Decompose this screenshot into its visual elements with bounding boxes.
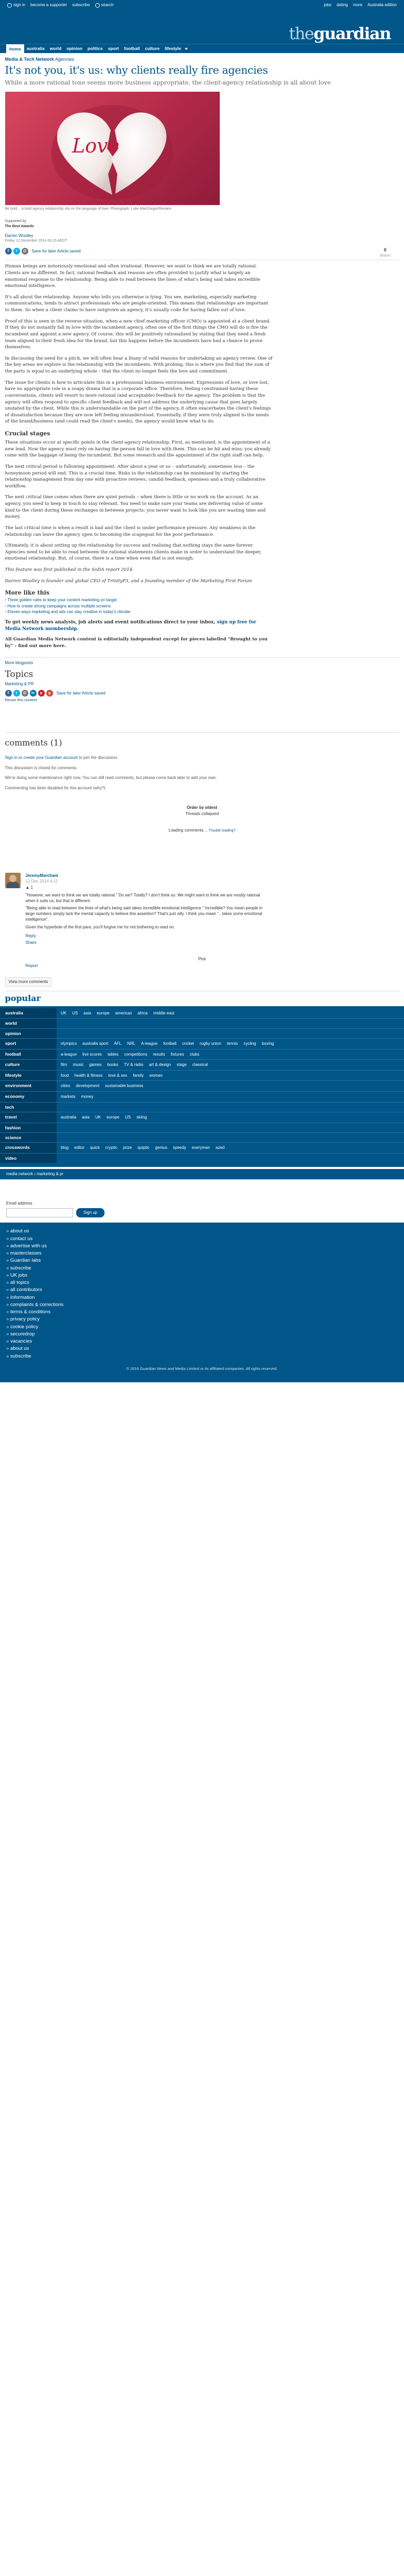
paragraph: The next critical time comes when there are quiet periods – when there is little or no work on the account. As an agency, you need to keep in touch to stay relevant. You need to make sure your teams are delivering value of some kind to the client during these exchanges in between projects; you never want to look like you are wasting time and money. xyxy=(5,495,266,520)
footer-nav-subitems xyxy=(57,1071,404,1081)
more-link[interactable]: more xyxy=(353,3,363,8)
related-link[interactable]: • Three golden rules to keep your content marketing on target xyxy=(5,597,399,603)
footer-nav-link[interactable]: quiptic xyxy=(137,1145,150,1150)
footer-nav-link[interactable]: cryptic xyxy=(105,1145,117,1150)
footer-nav-subitems xyxy=(57,1143,404,1153)
first-published-note: This feature was first published in the SoDA report 2014. xyxy=(5,567,134,573)
footer-nav-subitems xyxy=(57,1039,404,1049)
footer-nav-link[interactable]: olympics xyxy=(61,1041,77,1046)
footer-nav-section[interactable]: lifestyle xyxy=(0,1071,57,1081)
footer-link[interactable]: » securedrop xyxy=(6,1331,398,1338)
comment-paragraph: Given the hyperbole of the first para, you'll forgive me for not bothering to read on. xyxy=(25,924,175,929)
footer-nav-link[interactable]: azed xyxy=(215,1145,225,1150)
paragraph: Proof of this is seen in the reverse situation, when a new chief marketing officer (CMO) is appointed at a client brand. If they do not instantly fall in love with the incumbent agency, often one of the first things the CMO will do is fire the incumbent and appoint a new agency. Of course, this will be positively rationalised by stating that they need a fresh team aligned to their fresh idea for the brand, but this happens before the incumbents have had a chance to prove themselves. xyxy=(5,318,271,350)
topics-heading: Topics xyxy=(5,669,33,680)
sign-up-button[interactable]: Sign up xyxy=(76,1208,104,1217)
footer-nav-link[interactable]: UK xyxy=(95,1114,101,1120)
email-share-icon[interactable]: @ xyxy=(22,690,28,697)
footer-nav-section[interactable]: travel xyxy=(0,1112,57,1123)
sponsor-name[interactable]: The Best Awards xyxy=(5,225,34,229)
paragraph: Ultimately, it is about setting up the relationship for success and realising that nothing stays the same forever. Agencies need to be able to read between the rational statements clients make in order to understand the deeper, emotional relationship. But, of course, there is a time when even that is not enough. xyxy=(5,543,261,562)
footer-nav-link[interactable]: tennis xyxy=(226,1041,238,1046)
footer-nav-link[interactable]: film xyxy=(61,1062,67,1067)
footer-nav-link[interactable]: middle east xyxy=(153,1010,174,1015)
footer-nav-link[interactable]: stage xyxy=(177,1062,187,1067)
footer-nav-row xyxy=(0,1070,404,1081)
footer-nav-link[interactable]: development xyxy=(76,1083,100,1089)
footer-nav-link[interactable]: australia sport xyxy=(82,1041,109,1046)
footer-nav-subitems xyxy=(57,1060,404,1070)
section-agencies[interactable]: Agencies xyxy=(55,57,74,62)
footer-nav-link[interactable]: skiing xyxy=(136,1114,147,1120)
twitter-share-icon[interactable]: t xyxy=(13,248,20,255)
subscribe-link[interactable] xyxy=(72,2,90,8)
footer-nav-link[interactable]: boxing xyxy=(261,1041,274,1046)
order-by-selector[interactable]: Order by oldest xyxy=(186,805,218,810)
share-bar xyxy=(5,247,399,258)
footer-nav-section[interactable]: football xyxy=(0,1049,57,1060)
footer-nav-row xyxy=(0,1132,404,1142)
footer-nav-link[interactable]: asia xyxy=(82,1114,90,1120)
sign-in-label: sign in xyxy=(13,3,26,8)
footer-nav-row xyxy=(0,1038,404,1049)
footer-nav-link[interactable]: tables xyxy=(107,1052,119,1057)
footer-nav-link[interactable]: australia xyxy=(61,1114,77,1120)
nav-opinion[interactable]: opinion xyxy=(66,46,82,52)
editorial-disclaimer: All Guardian Media Network content is editorially independent except for pieces labelled "Brought to you by" – find out more here. xyxy=(5,637,268,649)
footer-nav-row xyxy=(0,1008,404,1019)
breadcrumb-item[interactable]: media network xyxy=(6,1172,33,1177)
footer-nav-link[interactable]: sustainable business xyxy=(105,1083,144,1089)
article-standfirst: While a more rational tone seems more business appropriate, the client-agency relationship is all about love xyxy=(5,79,331,87)
section-tags xyxy=(5,53,399,63)
footer-nav-subitems xyxy=(57,1092,404,1102)
masthead xyxy=(0,10,404,44)
footer-link[interactable]: » Information xyxy=(6,1294,398,1301)
footer-link[interactable]: » privacy policy xyxy=(6,1316,398,1323)
footer-nav-link[interactable]: cycling xyxy=(243,1041,256,1046)
footer-nav-section[interactable]: sport xyxy=(0,1039,57,1049)
footer-nav-row xyxy=(0,1102,404,1112)
footer-nav-link[interactable]: NRL xyxy=(127,1041,136,1046)
footer-nav-link[interactable]: A-league xyxy=(141,1041,158,1046)
image-caption: Be bold… A bold agency relationship sits on the language of love. Photograph: Luke MacGregor/Reuters xyxy=(5,207,172,211)
footer-nav-link[interactable]: games xyxy=(89,1062,102,1067)
comment-body xyxy=(26,892,268,930)
footer-nav-link[interactable]: quick xyxy=(90,1145,100,1150)
pick-link[interactable]: Pick xyxy=(198,956,206,961)
paragraph: In discussing the need for a pitch, we will often hear a litany of valid reasons for undertaking an agency review. One of the key areas we explore is the relationship with the incumbents. With probing, this is where you find that the sum of the parts is equal to an underlying whole – that the client no longer feels the love and commitment. xyxy=(5,355,273,375)
footer-nav-subitems xyxy=(57,1112,404,1123)
nav-lifestyle[interactable]: lifestyle xyxy=(165,46,181,52)
footer-nav-link[interactable]: blog xyxy=(61,1145,69,1150)
loading-comments xyxy=(5,827,399,834)
footer-nav-link[interactable]: results xyxy=(153,1052,165,1057)
comment-paragraph: "However, we want to think we are totally rational." Do we? Totally? I don't think so. We might want to think we are mostly rational when it suits us, but that is different. xyxy=(25,892,260,903)
discussion-closed: This discussion is closed for comments. xyxy=(5,765,78,770)
paragraph: Human beings are notoriously emotional and often irrational. However, we want to think we are totally rational. Clients are no different. In fact, rational feedback and reasons are often provided to justify what is largely an emotional response to the relationship. Being able to read between the lines of what's being said takes incredible emotional intelligence. xyxy=(5,264,260,289)
footer-nav-link[interactable]: editor xyxy=(74,1145,85,1150)
footer-nav-row xyxy=(0,1142,404,1153)
breadcrumb-item[interactable]: marketing & pr xyxy=(37,1172,64,1177)
create-account-link[interactable]: create your Guardian account xyxy=(23,755,78,760)
search-label: search xyxy=(101,3,114,8)
nav-politics[interactable]: politics xyxy=(87,46,103,52)
save-for-later-link[interactable]: Save for later Article saved xyxy=(56,690,106,696)
signin-suffix: to join the discussion. xyxy=(79,755,118,760)
nav-home[interactable]: home xyxy=(6,44,24,54)
dating-link[interactable]: dating xyxy=(337,3,348,8)
footer-nav-link[interactable]: africa xyxy=(137,1010,148,1015)
footer-nav-section[interactable]: video xyxy=(0,1154,57,1163)
footer-links xyxy=(0,1223,404,1363)
paragraph: It's all about the relationship. Anyone who tells you otherwise is lying. You see, marketing, especially marketing communications, tends to attract professionals who are people-oriented. This means that relationships are important to them. So when a client claims to have outgrown an agency, it's usually code for having fallen out of love. xyxy=(5,294,269,313)
more-like-this xyxy=(5,589,399,615)
footer-nav-link[interactable]: cricket xyxy=(182,1041,195,1046)
footer-link[interactable]: » all contributors xyxy=(6,1286,398,1294)
footer-nav-section[interactable]: science xyxy=(0,1133,57,1142)
footer-nav-link[interactable]: fixtures xyxy=(170,1052,184,1057)
footer-nav-section[interactable]: world xyxy=(0,1019,57,1028)
broken-heart-illustration xyxy=(5,92,220,205)
trouble-loading-link[interactable]: Trouble loading? xyxy=(208,828,236,833)
footer-nav-link[interactable]: prize xyxy=(122,1145,132,1150)
topic-link[interactable]: Marketing & PR xyxy=(5,681,34,686)
footer-nav-subitems xyxy=(57,1154,404,1163)
footer-nav-row xyxy=(0,1112,404,1123)
nav-more-caret-icon[interactable] xyxy=(185,48,188,50)
footer-nav-link[interactable]: rugby union xyxy=(200,1041,221,1046)
avatar[interactable] xyxy=(5,873,21,888)
footer-nav-link[interactable]: AFL xyxy=(114,1041,122,1046)
newsletter-text: To get weekly news analysis, job alerts and event notifications direct to your inbox, xyxy=(5,619,216,625)
footer-nav-link[interactable]: TV & radio xyxy=(124,1062,144,1067)
footer-nav-link[interactable]: football xyxy=(163,1041,177,1046)
linkedin-share-icon[interactable]: in xyxy=(30,690,37,697)
footer-nav-subitems xyxy=(57,1049,404,1060)
commenting-disabled: Commenting has been disabled for this account (why?) xyxy=(5,786,106,791)
pinterest-share-icon[interactable]: p xyxy=(38,690,45,697)
content-wrapper xyxy=(5,53,399,1382)
footer-link[interactable]: » all topics xyxy=(6,1279,398,1286)
footer-nav-row xyxy=(0,1091,404,1102)
footer-nav-link[interactable]: US xyxy=(72,1010,78,1015)
sign-in-link[interactable] xyxy=(7,2,25,8)
footer-nav-section[interactable]: economy xyxy=(0,1092,57,1102)
hero-love-text: Love xyxy=(72,134,119,158)
comment-likes[interactable] xyxy=(26,885,268,891)
article-headline: It's not you, it's us: why clients really fire agencies xyxy=(5,64,268,77)
footer-link[interactable]: » subscribe xyxy=(6,1265,398,1272)
footer-link[interactable]: » about us xyxy=(6,1228,398,1235)
hero-image xyxy=(5,92,220,205)
report-link[interactable]: Report xyxy=(25,963,38,969)
footer-link[interactable]: » vacancies xyxy=(6,1338,398,1345)
save-for-later-link[interactable]: Save for later Article saved xyxy=(31,249,81,254)
threads-selector[interactable]: Threads collapsed xyxy=(185,811,219,816)
bottom-share-bar xyxy=(5,690,399,697)
become-supporter-link[interactable] xyxy=(30,2,67,8)
footer-section-nav xyxy=(0,1006,404,1167)
footer-nav-link[interactable]: europe xyxy=(96,1010,110,1015)
footer-nav-link[interactable]: art & design xyxy=(149,1062,171,1067)
footer-link[interactable]: » complaints & corrections xyxy=(6,1301,398,1309)
footer-link[interactable]: » subscribe xyxy=(6,1353,398,1360)
footer-nav-link[interactable]: competitions xyxy=(124,1052,148,1057)
bottom-breadcrumb: media network › marketing & pr xyxy=(0,1169,404,1179)
reuse-content-link[interactable]: Reuse this content xyxy=(5,698,37,703)
section-media-network[interactable]: Media & Tech Network xyxy=(5,57,54,62)
footer-nav-section[interactable]: crosswords xyxy=(0,1143,57,1153)
search-link[interactable] xyxy=(95,2,114,8)
popular-heading: popular xyxy=(5,991,399,1004)
author-link[interactable]: Darren Woolley xyxy=(5,233,33,238)
footer-link[interactable]: » masterclasses xyxy=(6,1250,398,1257)
comments-heading: comments (1) xyxy=(5,738,62,748)
article-body xyxy=(5,260,399,584)
footer-nav-link[interactable]: clubs xyxy=(189,1052,200,1057)
nav-australia[interactable]: australia xyxy=(26,46,45,52)
guardian-logo[interactable]: theguardian xyxy=(289,24,391,43)
footer-nav-section[interactable]: fashion xyxy=(0,1123,57,1132)
footer-nav-subitems xyxy=(57,1133,404,1142)
facebook-share-icon[interactable]: f xyxy=(5,248,12,255)
footer-link[interactable]: » about us xyxy=(6,1345,398,1352)
footer-nav-link[interactable]: live scores xyxy=(82,1052,102,1057)
become-supporter-label: become a supporter xyxy=(30,3,67,8)
footer-nav-row xyxy=(0,1018,404,1028)
footer-nav-row xyxy=(0,1080,404,1091)
signin-prompt xyxy=(5,755,399,761)
footer-link[interactable]: » UK jobs xyxy=(6,1272,398,1279)
footer-nav-link[interactable]: a-league xyxy=(61,1052,77,1057)
view-more-comments-button[interactable]: View more comments xyxy=(5,977,52,987)
user-icon xyxy=(7,3,12,8)
footer-nav-subitems xyxy=(57,1123,404,1132)
comment-ordering xyxy=(5,805,399,817)
footer-nav-link[interactable]: money xyxy=(81,1094,94,1099)
footer-link[interactable]: » contact us xyxy=(6,1235,398,1243)
email-share-icon[interactable]: @ xyxy=(22,248,28,255)
edition-selector[interactable]: Australia edition xyxy=(367,3,397,8)
share-link[interactable]: Share xyxy=(25,940,37,945)
share-count-label: Shares xyxy=(379,254,391,258)
footer-nav-link[interactable]: europe xyxy=(107,1114,119,1120)
footer-nav-link[interactable]: cities xyxy=(61,1083,71,1089)
paragraph: The next critical period is following appointment. After about a year or so – unfortunately, sometimes less – the honeymoon period will end. This is a crucial time. Risks to the relationship can be minimised by starting the relationship management from day one with proactive reviews, candid feedback, openness and a truly collaborative workflow. xyxy=(5,464,266,489)
footer-nav-link[interactable]: love & sex xyxy=(108,1073,128,1078)
footer-nav-link[interactable]: music xyxy=(73,1062,84,1067)
share-count-number: 0 xyxy=(383,247,387,253)
googleplus-share-icon[interactable]: g xyxy=(46,690,53,697)
copyright: © 2016 Guardian News and Media Limited or its affiliated companies. All rights reserved. xyxy=(0,1363,404,1382)
footer-nav-link[interactable]: family xyxy=(133,1073,144,1078)
footer-nav-row xyxy=(0,1028,404,1038)
footer-nav-row xyxy=(0,1049,404,1060)
reply-link[interactable]: Reply xyxy=(25,933,36,938)
footer-nav-link[interactable]: health & fitness xyxy=(74,1073,103,1078)
comment-actions xyxy=(26,933,268,946)
related-link[interactable]: • Eleven ways marketing and ads can stay creative in today's climate xyxy=(5,609,399,615)
footer-nav-subitems xyxy=(57,1008,404,1019)
loading-text: Loading comments… xyxy=(168,827,208,833)
maintenance-notice: We're doing some maintenance right now. You can still read comments, but please come back later to add your own. xyxy=(5,775,217,781)
footer-link[interactable]: » terms & conditions xyxy=(6,1309,398,1316)
footer-nav-subitems xyxy=(57,1103,404,1112)
nav-culture[interactable]: culture xyxy=(145,46,160,52)
footer-nav-link[interactable]: everyman xyxy=(191,1145,210,1150)
footer-nav-row xyxy=(0,1059,404,1070)
more-like-this-heading: More like this xyxy=(5,589,49,597)
comment-author[interactable]: JeremyMarchant xyxy=(25,873,59,878)
top-bar xyxy=(0,0,404,10)
footer-nav-section[interactable]: australia xyxy=(0,1008,57,1019)
email-signup xyxy=(0,1179,404,1223)
supported-by-label: Supported by xyxy=(5,219,27,224)
footer-nav-link[interactable]: food xyxy=(61,1073,69,1078)
facebook-share-icon[interactable]: f xyxy=(5,690,12,697)
paragraph: These situations occur at specific points in the client-agency relationship. First, as mentioned, is the appointment of a new lead. Now the agency must rely on having the person fall in love with them. This can be hit and miss; you already come with the baggage of being the incumbent. But some research and the appointment of the right staff can help. xyxy=(5,440,271,459)
sign-in-link[interactable]: Sign in or xyxy=(5,755,23,760)
thumbs-up-icon: ▲ xyxy=(25,885,30,890)
related-link[interactable]: • How to create strong campaigns across multiple screens xyxy=(5,603,399,609)
supported-by xyxy=(5,219,399,229)
publish-date: Friday 12 December 2014 03.15 AEDT xyxy=(5,239,67,243)
nav-world[interactable]: world xyxy=(49,46,62,52)
footer-nav-link[interactable]: genius xyxy=(155,1145,167,1150)
paragraph: The issue for clients is how to articulate this in a professional business environment. Expressions of love, or love lost, have no appropriate role in a soapy drama that is a corporate office. Therefore, feeling constrained having these conversations, clients will resort to more rational (and acceptable) feedback for the agency. The problem is that the agency will often respond to specific client feedback and will not address the underlying cause that goes largely unstated by the client. While this is understandable on the part of the agency, it often exacerbates the client's feelings of dissatisfaction because they are now left feeling misunderstood. Essentially, if they were truly aligned to the needs of the brand/business (and could read the client's needs), the agency would know what to do. xyxy=(5,380,271,425)
footer-nav-link[interactable]: speedy xyxy=(173,1145,186,1150)
footer-nav-row xyxy=(0,1153,404,1163)
footer-nav-link[interactable]: classical xyxy=(192,1062,208,1067)
subheading-crucial-stages: Crucial stages xyxy=(5,430,50,437)
footer-nav-row xyxy=(0,1123,404,1132)
footer-nav-link[interactable]: books xyxy=(107,1062,118,1067)
footer-nav-link[interactable]: markets xyxy=(61,1094,76,1099)
share-count xyxy=(379,247,391,259)
email-input[interactable] xyxy=(6,1208,73,1217)
footer-nav-subitems xyxy=(57,1029,404,1038)
footer-nav-subitems xyxy=(57,1081,404,1091)
nav-football[interactable]: football xyxy=(124,46,140,52)
nav-sport[interactable]: sport xyxy=(108,46,119,52)
topics-section xyxy=(5,668,399,687)
newsletter-signup-link[interactable]: sign up free for Media Network membership. xyxy=(5,619,256,632)
footer-nav-subitems xyxy=(57,1019,404,1028)
footer-link[interactable]: » advertise with us xyxy=(6,1243,398,1250)
twitter-share-icon[interactable]: t xyxy=(13,690,20,697)
newsletter-promo xyxy=(5,619,273,633)
footer-nav-section[interactable]: environment xyxy=(0,1081,57,1091)
footer-nav-section[interactable]: opinion xyxy=(0,1029,57,1038)
comment xyxy=(5,873,399,946)
footer-nav-section[interactable]: culture xyxy=(0,1060,57,1070)
comments-section xyxy=(5,732,399,987)
email-label: Email address xyxy=(6,1200,32,1206)
likes-count: 1 xyxy=(30,885,33,890)
footer-nav-section[interactable]: tech xyxy=(0,1103,57,1112)
comment-date[interactable]: 12 Dec 2014 8.11 xyxy=(25,879,58,884)
footer-link[interactable]: » cookie policy xyxy=(6,1324,398,1331)
footer-nav-link[interactable]: US xyxy=(125,1114,131,1120)
paragraph: The last critical time is when a result is bad and the client is under performance pressure. Any weakness in the relationship can leave the agency open to becoming the scapegoat for the poor performance. xyxy=(5,525,256,537)
search-icon xyxy=(95,3,100,8)
footer-nav-link[interactable]: women xyxy=(149,1073,163,1078)
footer-nav-link[interactable]: UK xyxy=(61,1010,67,1015)
author-bio: Darren Woolley is founder and global CEO of TrinityP3, and a founding member of the Marketing First Forum xyxy=(5,578,252,584)
more-blogposts-link[interactable]: More blogposts xyxy=(5,657,399,666)
footer-link[interactable]: » Guardian labs xyxy=(6,1257,398,1264)
comment-meta xyxy=(26,873,268,891)
comment-paragraph: "Being able to read between the lines of what's being said takes incredible emotional intelligence." Incredible? You mean people in large numbers simply lack the mental capacity to believe this assertion? That's just silly. I think you mean "...takes some emotional intelligence". xyxy=(25,905,262,922)
subscribe-label: subscribe xyxy=(72,3,90,8)
jobs-link[interactable]: jobs xyxy=(324,3,332,8)
footer-nav-link[interactable]: americas xyxy=(115,1010,132,1015)
footer-nav-link[interactable]: asia xyxy=(83,1010,91,1015)
